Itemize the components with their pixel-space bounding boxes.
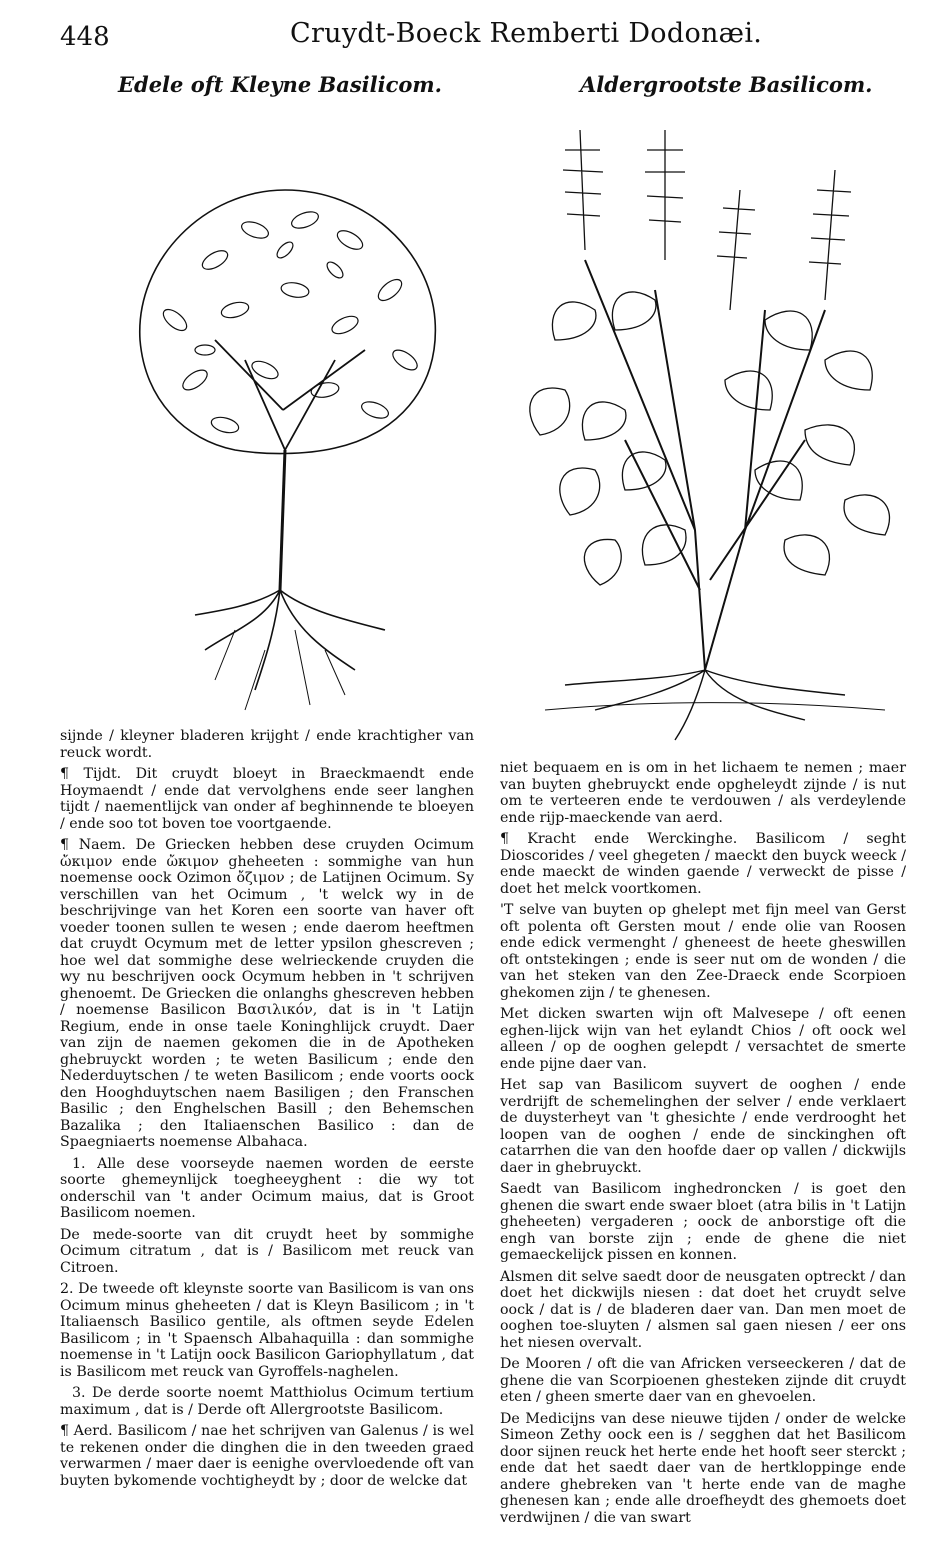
right-paragraph: Het sap van Basilicom suyvert de ooghen / ende verdrijft de schemelinghen der selver / ende verklaert de duysterheyt van 't ghesichte / ende verdrooght het loopen van de ooghen / ende de sinckinghen oft catarrhen die van den hoofde daer op vallen / dickwijls daer in ghebruyckt. — [500, 1077, 906, 1176]
left-paragraph: ¶ Tijdt. Dit cruydt bloeyt in Braeckmaendt ende Hoymaendt / ende dat vervolghens ende seer langhen tijdt / naementlijck van onder af beghinnende te bloeyen / ende soo tot boven toe voortgaende. — [60, 766, 474, 832]
right-paragraph: Met dicken swarten wijn oft Malvesepe / oft eenen eghen-lijck wijn van het eylandt Chios / oft oock wel alleen / op de ooghen gelepdt / versachtet de smerte ende pijne daer van. — [500, 1006, 906, 1072]
right-text-column — [500, 760, 906, 1531]
right-paragraph: De Medicijns van dese nieuwe tijden / onder de welcke Simeon Zethy oock een is / segghen dat het Basilicom door sijnen reuck het herte ende het hooft seer sterckt ; ende dat het saedt daer van de hertkloppinge ende andere ghebreken van 't herte ende van de maghe ghenesen kan ; ende alle droefheydt des ghemoets doet verdwijnen / die van swart — [500, 1410, 906, 1526]
right-paragraph: 'T selve van buyten op ghelept met fijn meel van Gerst oft polenta oft Gersten mout / ende olie van Roosen ende edick vermenght / gheneest de heete gheswillen oft ontstekingen ; ende is seer nut om de wonden / die van het steken van den Zee-Draeck ende Scorpioen ghekomen zijn / te ghenesen. — [500, 902, 906, 1001]
page-number: 448 — [60, 22, 110, 52]
left-paragraph: 1. Alle dese voorseyde naemen worden de eerste soorte ghemeynlijck toegheeyghent : die wy tot onderschil van 't ander Ocimum maius, dat is Groot Basilicom noemen. — [60, 1155, 474, 1221]
left-paragraph: 2. De tweede oft kleynste soorte van Basilicom is van ons Ocimum minus gheheeten / dat is Kleyn Basilicom ; in 't Italiaensch Basilico gentile, als oftmen seyde Edelen Basilicom ; in 't Spaensch Albahaquilla : dan sommighe noemense in 't Latijn oock Basilicon Gariophyllatum , dat is Basilicom met reuck van Gyroffels-naghelen. — [60, 1281, 474, 1380]
right-paragraph: niet bequaem en is om in het lichaem te nemen ; maer van buyten ghebruyckt ende opgheleydt zijnde / is nut om te verteeren ende te verdouwen / als verdeylende ende rijp-maeckende van aerd. — [500, 760, 906, 826]
running-title: Cruydt-Boeck Remberti Dodonæi. — [290, 18, 763, 49]
left-paragraph: sijnde / kleyner bladeren krijght / ende krachtigher van reuck wordt. — [60, 728, 474, 761]
right-paragraph: Alsmen dit selve saedt door de neusgaten optreckt / dan doet het dickwijls niesen : dat doet het cruydt selve oock / dat is / de bladeren daer van. Dan men moet de ooghen toe-sluyten / alsmen sal gaen niesen / eer ons het niesen overvalt. — [500, 1268, 906, 1351]
large-basil-woodcut — [505, 110, 915, 750]
right-paragraph: Saedt van Basilicom inghedroncken / is goet den ghenen die swart ende swaer bloet (atra bilis in 't Latijn gheheeten) vergaderen ; oock de anborstige oft die engh van borste zijn ; ende de ghene die niet gemaeckelijck pissen en konnen. — [500, 1181, 906, 1263]
left-paragraph: 3. De derde soorte noemt Matthiolus Ocimum tertium maximum , dat is / Derde oft Allergrootste Basilicom. — [60, 1385, 474, 1418]
left-text-column — [60, 728, 474, 1494]
left-paragraph: De mede-soorte van dit cruydt heet by sommighe Ocimum citratum , dat is / Basilicom met reuck van Citroen. — [60, 1226, 474, 1276]
left-paragraph: ¶ Naem. De Griecken hebben dese cruyden Ocimum ὤκιμον ende ὤκιμον gheheeten : sommighe van hun noemense oock Ozimon ὄζιμον ; de Latijnen Ocimum. Sy verschillen van het Ocimum , 't welck wy in de beschrijvinge van het Koren een soorte van haver oft voeder toonen sullen te wesen ; ende daerom heeftmen dat cruydt Ocymum met de letter ypsilon ghescreven ; hoe wel dat sommighe dese welrieckende cruyden die wy nu beschrijven oock Ocymum hebben in 't schrijven ghenoemt. De Griecken die onlanghs ghescreven hebben / noemense Basilicon Βασιλικόν, dat is in 't Latijn Regium, ende in onse taele Koninghlijck cruydt. Daer van zijn de naemen gekomen die in de Apotheken ghebruyckt worden ; te weten Basilicum ; ende den Nederduytschen / te weten Basilicom ; ende voorts oock den Hooghduytschen naem Basiligen ; den Franschen Basilic ; den Enghelschen Basill ; den Behemschen Bazalika ; den Italiaenschen Basilico : dan de Spaegniaerts noemense Albahaca. — [60, 837, 474, 1150]
left-paragraph: ¶ Aerd. Basilicom / nae het schrijven van Galenus / is wel te rekenen onder die dinghen die in den tweeden graed verwarmen / maer daer is eenighe overvloedende oft van buyten bykomende vochtigheydt by ; door de welcke dat — [60, 1423, 474, 1489]
left-figure-caption: Edele oft Kleyne Basilicom. — [118, 72, 442, 97]
small-basil-woodcut — [95, 110, 475, 720]
right-paragraph: De Mooren / oft die van Africken verseeckeren / dat de ghene die van Scorpioenen ghesteken zijnde dit cruydt eten / gheen smerte daer van en ghevoelen. — [500, 1356, 906, 1405]
right-figure-caption: Aldergrootste Basilicom. — [580, 72, 873, 97]
right-paragraph: ¶ Kracht ende Werckinghe. Basilicom / seght Dioscorides / veel ghegeten / maeckt den buyck weeck / ende maeckt de winden gaende / verweckt de pisse / doet het melck voortkomen. — [500, 831, 906, 897]
